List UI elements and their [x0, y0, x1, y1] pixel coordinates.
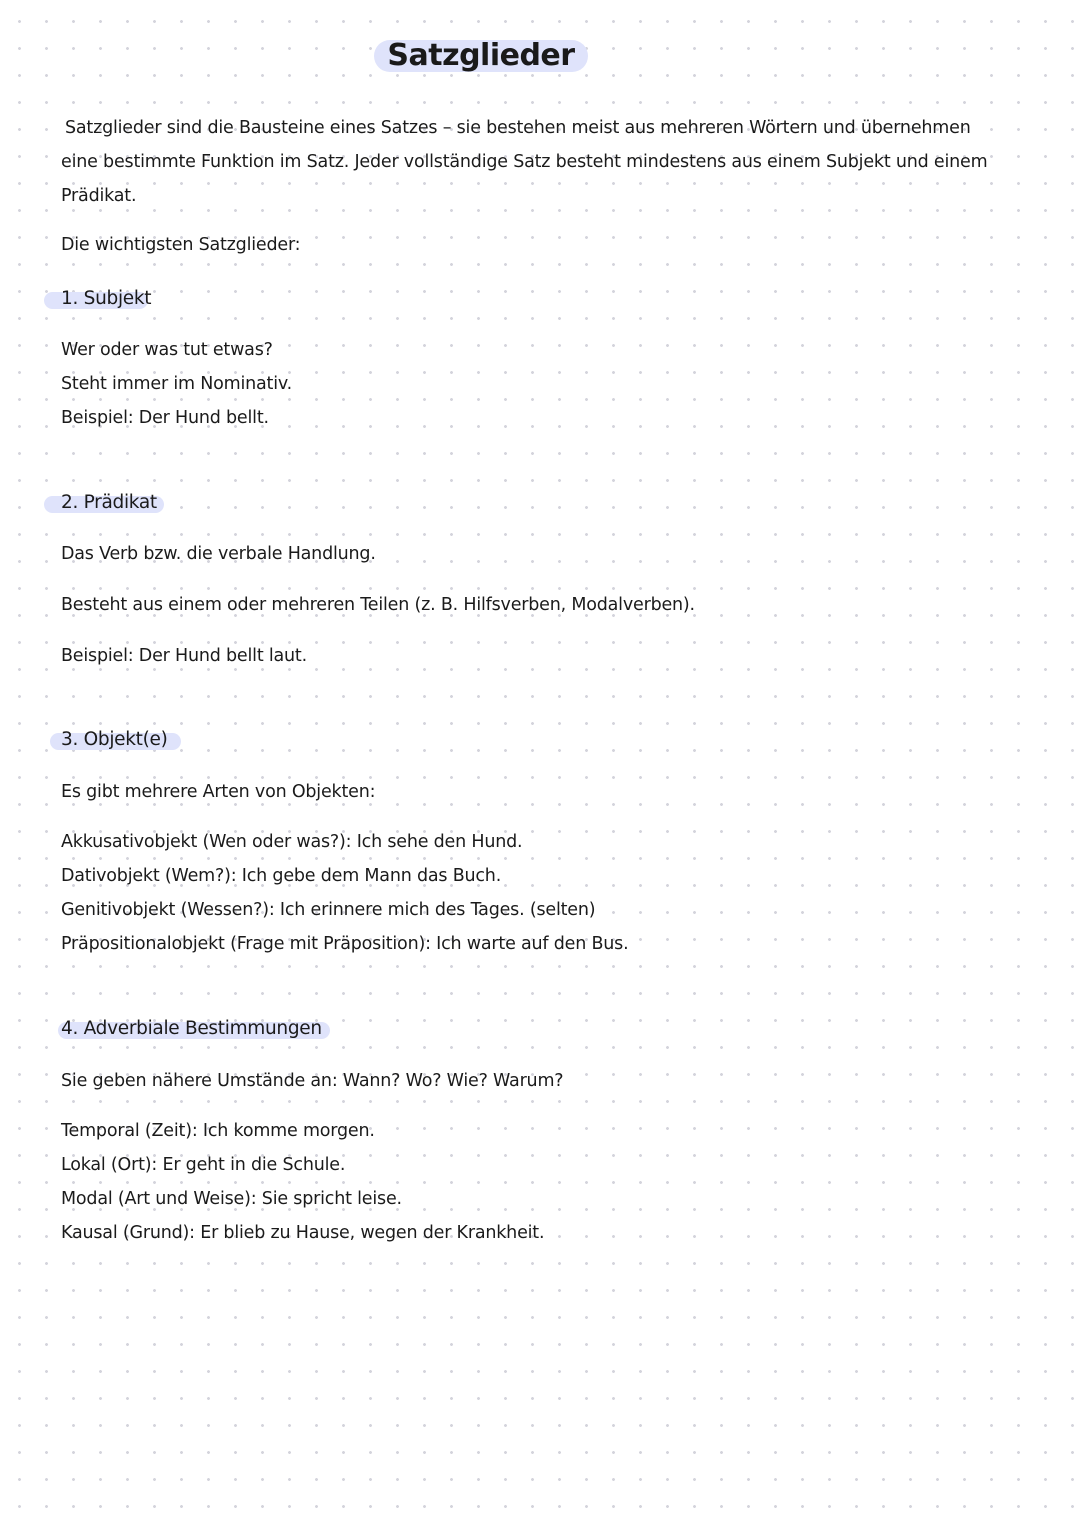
section-heading-text: 3. Objekt(e): [61, 729, 168, 750]
subjekt-line-1: Wer oder was tut etwas?: [61, 340, 273, 360]
adverbiale-line-1: Sie geben nähere Umstände an: Wann? Wo? Wie? Warum?: [61, 1071, 564, 1091]
section-heading-text: 1. Subjekt: [61, 288, 152, 309]
overview-label: Die wichtigsten Satzglieder:: [61, 235, 301, 255]
section-heading-adverbiale: [44, 1015, 322, 1043]
subjekt-line-2: Steht immer im Nominativ.: [61, 374, 293, 394]
adverbiale-line-3: Lokal (Ort): Er geht in die Schule.: [61, 1155, 346, 1175]
section-heading-text: 2. Prädikat: [61, 492, 157, 513]
adverbiale-line-4: Modal (Art und Weise): Sie spricht leise.: [61, 1189, 402, 1209]
section-heading-text: 4. Adverbiale Bestimmungen: [61, 1018, 322, 1039]
adverbiale-line-2: Temporal (Zeit): Ich komme morgen.: [61, 1121, 375, 1141]
praedikat-line-2: Besteht aus einem oder mehreren Teilen (z. B. Hilfsverben, Modalverben).: [61, 595, 695, 615]
objekte-line-3: Dativobjekt (Wem?): Ich gebe dem Mann das Buch.: [61, 866, 502, 886]
intro-paragraph: [61, 111, 1021, 213]
intro-line-2: eine bestimmte Funktion im Satz. Jeder vollständige Satz besteht mindestens aus einem Subjekt und einem: [61, 152, 988, 172]
objekte-line-5: Präpositionalobjekt (Frage mit Präposition): Ich warte auf den Bus.: [61, 934, 629, 954]
intro-line-3: Prädikat.: [61, 186, 137, 206]
page-title: [374, 36, 588, 76]
objekte-line-2: Akkusativobjekt (Wen oder was?): Ich sehe den Hund.: [61, 832, 523, 852]
section-heading-objekte: [44, 726, 168, 754]
praedikat-line-1: Das Verb bzw. die verbale Handlung.: [61, 544, 376, 564]
praedikat-line-3: Beispiel: Der Hund bellt laut.: [61, 646, 307, 666]
section-heading-praedikat: [44, 489, 157, 517]
adverbiale-line-5: Kausal (Grund): Er blieb zu Hause, wegen der Krankheit.: [61, 1223, 545, 1243]
objekte-line-1: Es gibt mehrere Arten von Objekten:: [61, 782, 376, 802]
intro-line-1: Satzglieder sind die Bausteine eines Satzes – sie bestehen meist aus mehreren Wörtern und übernehmen: [65, 118, 971, 138]
objekte-line-4: Genitivobjekt (Wessen?): Ich erinnere mich des Tages. (selten): [61, 900, 596, 920]
section-heading-subjekt: [44, 285, 152, 313]
subjekt-line-3: Beispiel: Der Hund bellt.: [61, 408, 269, 428]
page-title-text: Satzglieder: [387, 38, 575, 73]
